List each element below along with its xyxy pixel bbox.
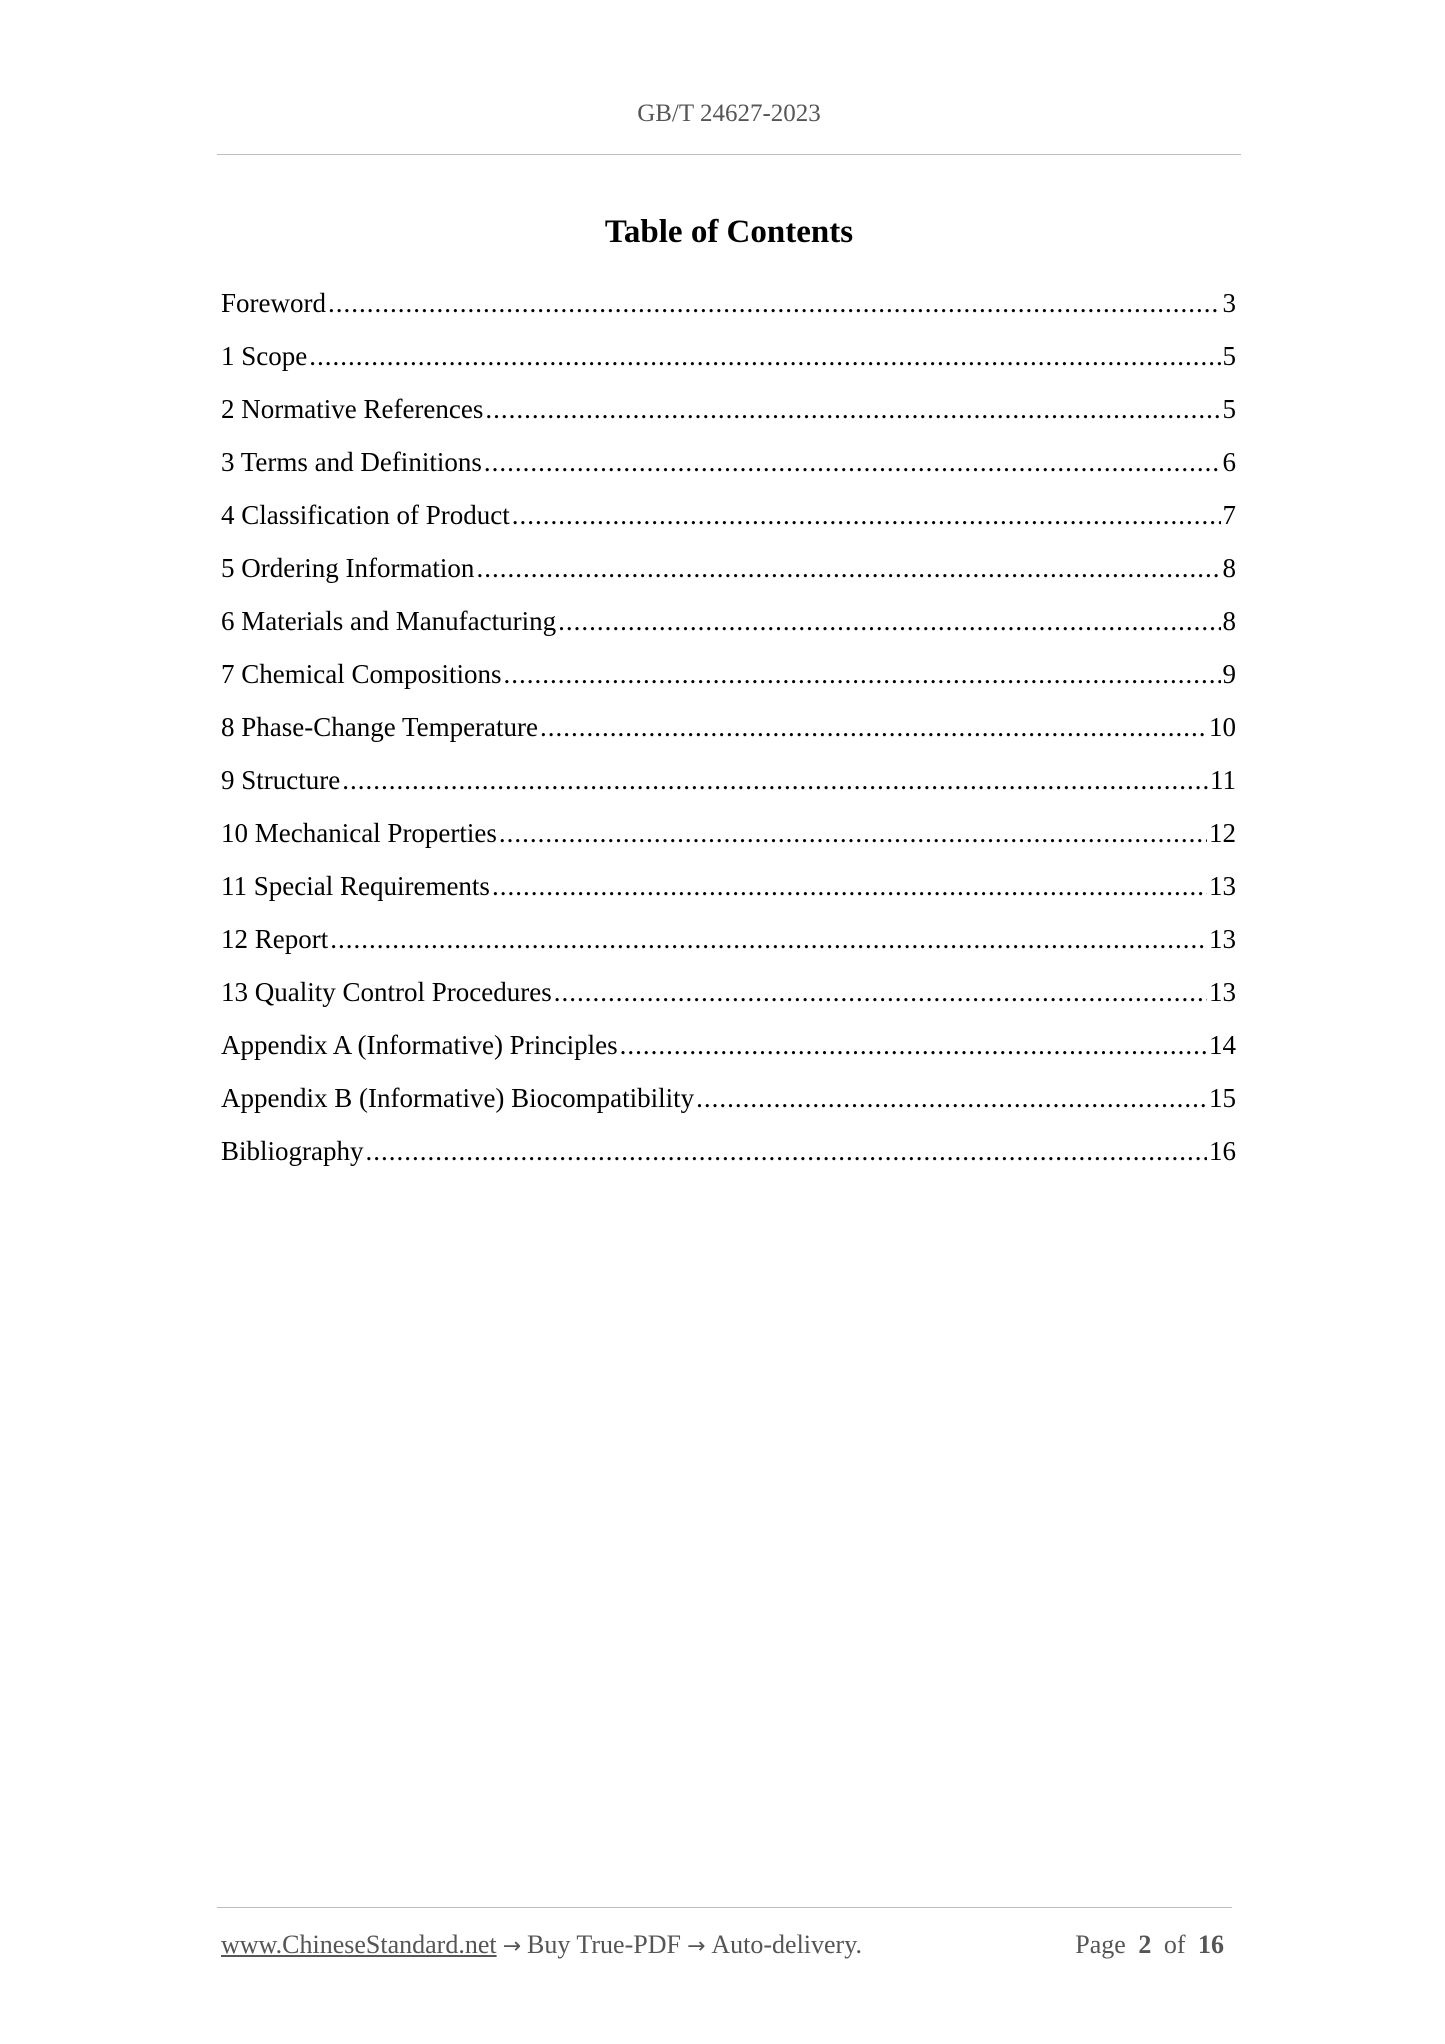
right-arrow-icon: → bbox=[502, 1934, 522, 1959]
toc-dot-leader bbox=[492, 871, 1207, 902]
toc-entry[interactable] bbox=[221, 394, 1236, 447]
toc-dot-leader bbox=[484, 447, 1221, 478]
toc-entry-label: 12 Report bbox=[221, 924, 329, 954]
toc-entry-label: 6 Materials and Manufacturing bbox=[221, 606, 557, 636]
toc-entry[interactable] bbox=[221, 341, 1236, 394]
toc-entry-label: Appendix A (Informative) Principles bbox=[221, 1030, 618, 1060]
toc-entry-label: Bibliography bbox=[221, 1136, 364, 1166]
footer-divider bbox=[217, 1907, 1232, 1908]
toc-dot-leader bbox=[540, 712, 1207, 743]
toc-entry-label: Appendix B (Informative) Biocompatibility bbox=[221, 1083, 695, 1113]
toc-entry-page: 14 bbox=[1209, 1030, 1236, 1060]
toc-dot-leader bbox=[476, 553, 1220, 584]
toc-entry-label: Foreword bbox=[221, 288, 326, 318]
toc-dot-leader bbox=[558, 606, 1220, 637]
toc-entry-label: 13 Quality Control Procedures bbox=[221, 977, 552, 1007]
page-of-label: of bbox=[1163, 1930, 1186, 1959]
toc-entry-page: 13 bbox=[1209, 977, 1236, 1007]
toc-entry[interactable] bbox=[221, 606, 1236, 659]
toc-dot-leader bbox=[696, 1083, 1207, 1114]
toc-entry[interactable] bbox=[221, 765, 1236, 818]
right-arrow-icon: → bbox=[686, 1934, 706, 1959]
toc-dot-leader bbox=[504, 659, 1221, 690]
toc-entry-label: 5 Ordering Information bbox=[221, 553, 475, 583]
toc-entry[interactable] bbox=[221, 977, 1236, 1030]
toc-dot-leader bbox=[366, 1136, 1208, 1167]
toc-dot-leader bbox=[499, 818, 1207, 849]
toc-entry-label: 11 Special Requirements bbox=[221, 871, 490, 901]
toc-entry[interactable] bbox=[221, 288, 1236, 341]
toc-entry-page: 5 bbox=[1222, 394, 1236, 424]
toc-dot-leader bbox=[620, 1030, 1207, 1061]
toc-entry-page: 6 bbox=[1222, 447, 1236, 477]
toc-entry-page: 13 bbox=[1209, 924, 1236, 954]
toc-entry-page: 9 bbox=[1222, 659, 1236, 689]
toc-entry[interactable] bbox=[221, 818, 1236, 871]
footer-promo bbox=[221, 1930, 862, 1960]
header-divider bbox=[217, 154, 1241, 155]
toc-entry-label: 7 Chemical Compositions bbox=[221, 659, 502, 689]
toc-entry[interactable] bbox=[221, 712, 1236, 765]
current-page: 2 bbox=[1138, 1930, 1152, 1959]
toc-entry-page: 15 bbox=[1209, 1083, 1236, 1113]
toc-entry[interactable] bbox=[221, 1030, 1236, 1083]
toc-entry-page: 7 bbox=[1222, 500, 1236, 530]
toc-entry-label: 1 Scope bbox=[221, 341, 308, 371]
toc-entry-label: 9 Structure bbox=[221, 765, 341, 795]
toc-entry[interactable] bbox=[221, 500, 1236, 553]
toc-entry[interactable] bbox=[221, 447, 1236, 500]
document-id-header: GB/T 24627-2023 bbox=[637, 100, 821, 127]
total-pages: 16 bbox=[1198, 1930, 1224, 1959]
toc-entry-page: 11 bbox=[1210, 765, 1236, 795]
page-label: Page bbox=[1075, 1930, 1126, 1959]
toc-entry[interactable] bbox=[221, 553, 1236, 606]
toc-entry-label: 2 Normative References bbox=[221, 394, 484, 424]
toc-dot-leader bbox=[342, 765, 1208, 796]
toc-entry-label: 3 Terms and Definitions bbox=[221, 447, 482, 477]
toc-dot-leader bbox=[328, 288, 1221, 319]
toc-entry-page: 13 bbox=[1209, 871, 1236, 901]
toc-entry[interactable] bbox=[221, 1136, 1236, 1189]
toc-entry[interactable] bbox=[221, 1083, 1236, 1136]
toc-entry-page: 3 bbox=[1222, 288, 1236, 318]
page-number bbox=[1075, 1930, 1230, 1960]
toc-dot-leader bbox=[485, 394, 1220, 425]
toc-entry-page: 8 bbox=[1222, 606, 1236, 636]
buy-true-pdf-text: Buy True-PDF bbox=[527, 1930, 681, 1959]
toc-entry-page: 16 bbox=[1209, 1136, 1236, 1166]
toc-dot-leader bbox=[512, 500, 1221, 531]
toc-entry[interactable] bbox=[221, 659, 1236, 712]
toc-entry-page: 10 bbox=[1209, 712, 1236, 742]
toc-entry[interactable] bbox=[221, 871, 1236, 924]
toc-entry[interactable] bbox=[221, 924, 1236, 977]
toc-entry-label: 4 Classification of Product bbox=[221, 500, 510, 530]
website-link[interactable]: www.ChineseStandard.net bbox=[221, 1930, 497, 1959]
toc-entry-page: 5 bbox=[1222, 341, 1236, 371]
toc-entry-page: 8 bbox=[1222, 553, 1236, 583]
toc-dot-leader bbox=[330, 924, 1207, 955]
auto-delivery-text: Auto-delivery. bbox=[711, 1930, 863, 1959]
toc-entry-label: 10 Mechanical Properties bbox=[221, 818, 497, 848]
toc-entry-page: 12 bbox=[1209, 818, 1236, 848]
toc-title: Table of Contents bbox=[604, 214, 854, 250]
toc-dot-leader bbox=[309, 341, 1220, 372]
toc-dot-leader bbox=[554, 977, 1207, 1008]
toc-entry-label: 8 Phase-Change Temperature bbox=[221, 712, 538, 742]
table-of-contents bbox=[221, 288, 1236, 1189]
